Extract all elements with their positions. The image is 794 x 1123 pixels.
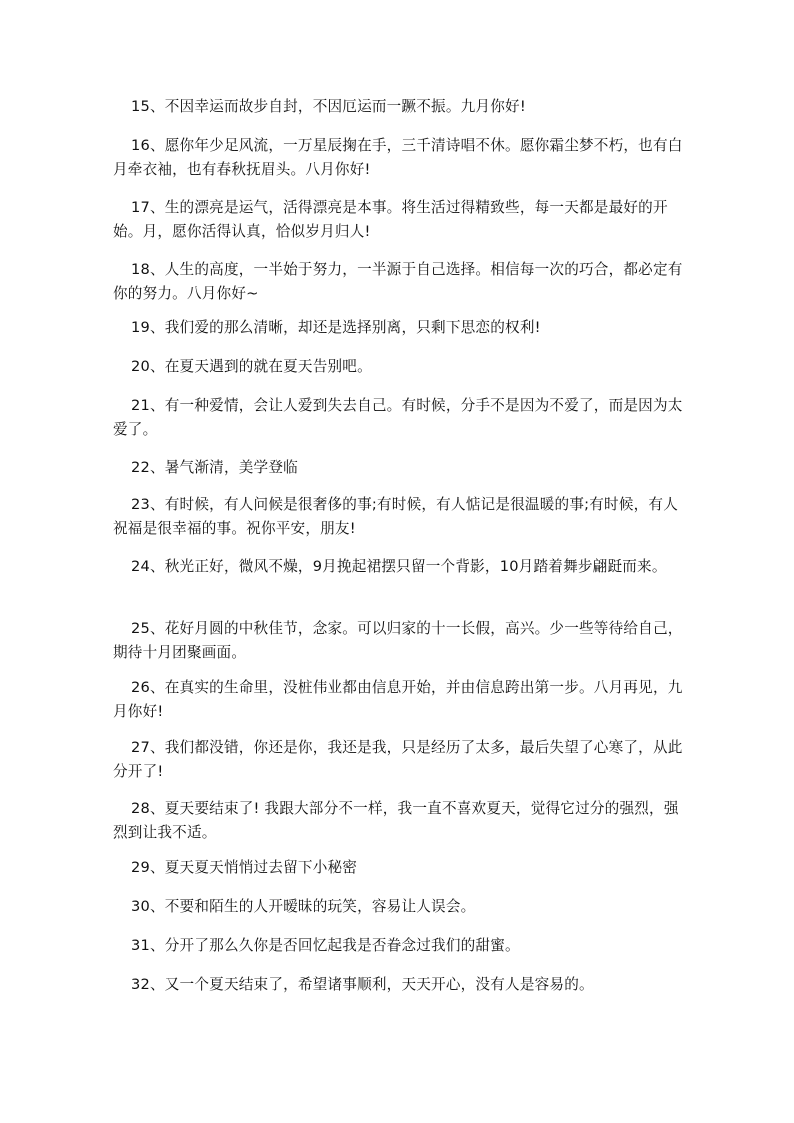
paragraph-20: 20、在夏天遇到的就在夏天告别吧。 — [131, 358, 372, 375]
paragraph-26: 26、在真实的生命里，没桩伟业都由信息开始，并由信息跨出第一步。八月再见，九月你好! — [113, 679, 683, 720]
paragraph-15: 15、不因幸运而故步自封，不因厄运而一蹶不振。九月你好! — [131, 98, 526, 115]
paragraph-24: 24、秋光正好，微风不燥，9月挽起裙摆只留一个背影，10月踏着舞步翩跹而来。 — [131, 558, 667, 575]
paragraph-22: 22、暑气渐清，美学登临 — [131, 459, 298, 476]
paragraph-30: 30、不要和陌生的人开暧昧的玩笑，容易让人误会。 — [131, 898, 476, 915]
paragraph-25: 25、花好月圆的中秋佳节，念家。可以归家的十一长假，高兴。少一些等待给自己，期待十月团聚画面。 — [113, 620, 683, 661]
paragraph-23: 23、有时候，有人问候是很奢侈的事;有时候，有人惦记是很温暖的事;有时候，有人祝福是很幸福的事。祝你平安，朋友! — [113, 496, 678, 537]
paragraph-27: 27、我们都没错，你还是你，我还是我，只是经历了太多，最后失望了心寒了，从此分开了! — [113, 739, 683, 780]
paragraph-17: 17、生的漂亮是运气，活得漂亮是本事。将生活过得精致些，每一天都是最好的开始。月，愿你活得认真，恰似岁月归人! — [113, 199, 668, 240]
paragraph-18: 18、人生的高度，一半始于努力，一半源于自己选择。相信每一次的巧合，都必定有你的努力。八月你好~ — [113, 261, 683, 302]
paragraph-32: 32、又一个夏天结束了，希望诸事顺利，天天开心，没有人是容易的。 — [131, 976, 594, 993]
paragraph-28: 28、夏天要结束了! 我跟大部分不一样，我一直不喜欢夏天，觉得它过分的强烈，强烈到让我不适。 — [113, 800, 679, 841]
paragraph-29: 29、夏天夏天悄悄过去留下小秘密 — [131, 859, 358, 876]
paragraph-19: 19、我们爱的那么清晰，却还是选择别离，只剩下思恋的权利! — [131, 319, 541, 336]
paragraph-31: 31、分开了那么久你是否回忆起我是否眷念过我们的甜蜜。 — [131, 937, 520, 954]
paragraph-16: 16、愿你年少足风流，一万星辰掬在手，三千清诗唱不休。愿你霜尘梦不朽，也有白月牵衣袖，也有春秋抚眉头。八月你好! — [113, 137, 683, 178]
paragraph-21: 21、有一种爱情，会让人爱到失去自己。有时候，分手不是因为不爱了，而是因为太爱了。 — [113, 397, 683, 438]
